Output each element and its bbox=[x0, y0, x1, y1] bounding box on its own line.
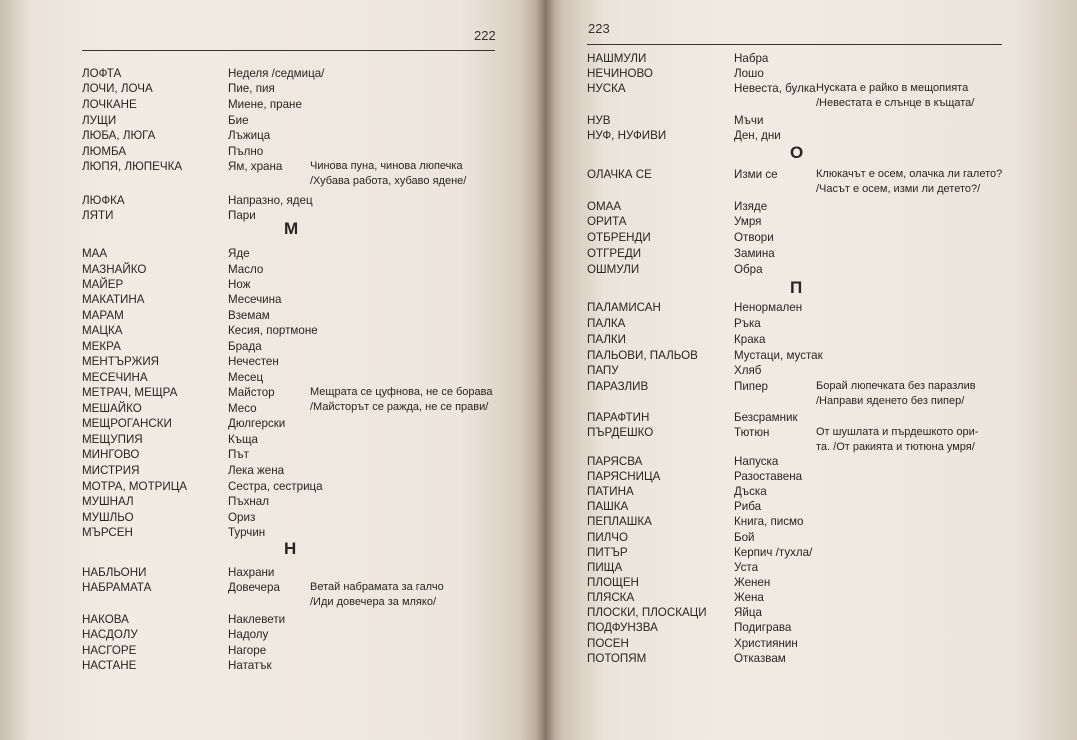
entry-word: МЕЩРОГАНСКИ bbox=[82, 417, 172, 430]
entry-word: ПАПУ bbox=[587, 364, 619, 377]
entry-word: МАЗНАЙКО bbox=[82, 263, 147, 276]
entry-meaning: Напразно, ядец bbox=[228, 194, 313, 207]
example-line: Клюкачът е осем, олачка ли галето? bbox=[816, 168, 1003, 180]
entry-meaning: Разоставена bbox=[734, 470, 803, 483]
entry-meaning: Мъчи bbox=[734, 114, 764, 127]
entry-word: ПАРЯСНИЦА bbox=[587, 470, 661, 483]
entry-meaning: Хляб bbox=[734, 364, 762, 377]
entry-meaning: Риба bbox=[734, 500, 762, 513]
entry-meaning: Кесия, портмоне bbox=[228, 324, 318, 337]
entry-example bbox=[310, 385, 493, 415]
entry-meaning: Невеста, булка bbox=[734, 82, 816, 95]
entry-word: ПАРЯСВА bbox=[587, 455, 643, 468]
entry-word: МЕЩУПИЯ bbox=[82, 433, 143, 446]
entry-meaning: Напуска bbox=[734, 455, 779, 468]
entry-word: МАЦКА bbox=[82, 324, 123, 337]
entry-meaning: Бой bbox=[734, 531, 755, 544]
example-line: /Майсторът се ражда, не се прави/ bbox=[310, 401, 489, 413]
entry-meaning: Женен bbox=[734, 576, 771, 589]
entry-word: ОТГРЕДИ bbox=[587, 247, 642, 260]
entry-meaning: Нечестен bbox=[228, 355, 279, 368]
entry-word: ПАШКА bbox=[587, 500, 629, 513]
example-line: Чинова пуна, чинова люпечка bbox=[310, 160, 463, 172]
entry-meaning: Лъжица bbox=[228, 129, 271, 142]
entry-word: ПАЛЬОВИ, ПАЛЬОВ bbox=[587, 349, 698, 362]
entry-meaning: Нагоре bbox=[228, 644, 267, 657]
entry-word: ПЕПЛАШКА bbox=[587, 515, 652, 528]
entry-meaning: Мустаци, мустак bbox=[734, 349, 823, 362]
entry-word: МЕСЕЧИНА bbox=[82, 371, 148, 384]
entry-meaning: Лека жена bbox=[228, 464, 285, 477]
entry-word: НУФ, НУФИВИ bbox=[587, 129, 667, 142]
entry-word: ЛЯТИ bbox=[82, 209, 114, 222]
entry-meaning: Сестра, сестрица bbox=[228, 480, 323, 493]
example-line: /Иди довечера за мляко/ bbox=[310, 596, 436, 608]
entry-meaning: Набра bbox=[734, 52, 769, 65]
entry-word: ПОСЕН bbox=[587, 637, 629, 650]
entry-word: ЛУЩИ bbox=[82, 114, 117, 127]
example-line: Ветай набрамата за галчо bbox=[310, 581, 444, 593]
entry-word: МЪРСЕН bbox=[82, 526, 133, 539]
page-number: 223 bbox=[588, 21, 610, 36]
entry-meaning: Крака bbox=[734, 333, 766, 346]
example-line: /Хубава работа, хубаво ядене/ bbox=[310, 175, 467, 187]
example-line: та. /От ракията и тютюна умря/ bbox=[816, 441, 975, 453]
entry-meaning: Жена bbox=[734, 591, 764, 604]
entry-word: ПАРАЗЛИВ bbox=[587, 380, 649, 393]
entry-meaning: Изяде bbox=[734, 200, 768, 213]
entry-word: ОШМУЛИ bbox=[587, 263, 640, 276]
entry-word: ПАЛКИ bbox=[587, 333, 627, 346]
entry-word: ПЛОСКИ, ПЛОСКАЦИ bbox=[587, 606, 707, 619]
entry-meaning: Път bbox=[228, 448, 249, 461]
entry-word: ПИЩА bbox=[587, 561, 623, 574]
entry-word: ПЛОЩЕН bbox=[587, 576, 639, 589]
entry-word: ЛОЧКАНЕ bbox=[82, 98, 137, 111]
entry-word: МАРАМ bbox=[82, 309, 124, 322]
example-line: /Невестата е слънце в къщата/ bbox=[816, 97, 975, 109]
book-gutter bbox=[536, 0, 554, 740]
section-letter: М bbox=[284, 219, 299, 238]
example-line: Мещрата се цуфнова, не се борава bbox=[310, 386, 493, 398]
entry-word: МЕКРА bbox=[82, 340, 121, 353]
entry-meaning: Лошо bbox=[734, 67, 764, 80]
right-page bbox=[545, 0, 1077, 740]
entry-meaning: Пипер bbox=[734, 380, 768, 393]
section-letter: П bbox=[790, 278, 803, 297]
entry-word: МУШЛЬО bbox=[82, 511, 134, 524]
entry-word: НЕЧИНОВО bbox=[587, 67, 653, 80]
entry-meaning: Наклевети bbox=[228, 613, 286, 626]
entry-word: НУВ bbox=[587, 114, 611, 127]
entry-meaning: Дюлгерски bbox=[228, 417, 286, 430]
entry-word: ЛЮМБА bbox=[82, 145, 127, 158]
entry-word: ПАЛКА bbox=[587, 317, 626, 330]
example-line: /Часът е осем, изми ли детето?/ bbox=[816, 183, 981, 195]
entry-meaning: Подиграва bbox=[734, 621, 792, 634]
entry-word: ПЪРДЕШКО bbox=[587, 426, 654, 439]
entry-word: НАКОВА bbox=[82, 613, 129, 626]
header-rule bbox=[82, 50, 495, 51]
entry-meaning: Пие, пия bbox=[228, 82, 275, 95]
entry-meaning: Месечина bbox=[228, 293, 282, 306]
entry-word: НУСКА bbox=[587, 82, 626, 95]
entry-example bbox=[310, 159, 466, 189]
entry-meaning: Яйца bbox=[734, 606, 762, 619]
entry-meaning: Ръка bbox=[734, 317, 761, 330]
entry-meaning: Тютюн bbox=[734, 426, 770, 439]
entry-word: МЕНТЪРЖИЯ bbox=[82, 355, 160, 368]
entry-word: ЛЮФКА bbox=[82, 194, 125, 207]
entry-word: НАБЛЬОНИ bbox=[82, 566, 147, 579]
entry-word: МИСТРИЯ bbox=[82, 464, 140, 477]
entry-meaning: Вземам bbox=[228, 309, 270, 322]
header-rule bbox=[587, 44, 1002, 45]
entry-meaning: Замина bbox=[734, 247, 775, 260]
entry-example bbox=[816, 379, 976, 409]
entry-meaning: Нож bbox=[228, 278, 251, 291]
entry-meaning: Брада bbox=[228, 340, 262, 353]
entry-word: НАБРАМАТА bbox=[82, 581, 152, 594]
entry-meaning: Надолу bbox=[228, 628, 269, 641]
entry-word: МУШНАЛ bbox=[82, 495, 134, 508]
entry-meaning: Ден, дни bbox=[734, 129, 781, 142]
entry-meaning: Довечера bbox=[228, 581, 280, 594]
entry-word: МИНГОВО bbox=[82, 448, 140, 461]
entry-word: ПИТЪР bbox=[587, 546, 628, 559]
entry-word: ЛЮБА, ЛЮГА bbox=[82, 129, 156, 142]
entry-meaning: Дъска bbox=[734, 485, 767, 498]
entry-meaning: Месец bbox=[228, 371, 264, 384]
entry-word: ПАРАФТИН bbox=[587, 411, 650, 424]
entry-word: НАСГОРЕ bbox=[82, 644, 137, 657]
entry-meaning: Изми се bbox=[734, 168, 778, 181]
section-letter: Н bbox=[284, 539, 297, 558]
entry-meaning: Ненормален bbox=[734, 301, 803, 314]
entry-word: НАШМУЛИ bbox=[587, 52, 647, 65]
entry-meaning: Нахрани bbox=[228, 566, 275, 579]
entry-meaning: Керпич /тухла/ bbox=[734, 546, 813, 559]
entry-meaning: Отказвам bbox=[734, 652, 786, 665]
section-letter: О bbox=[790, 143, 804, 162]
entry-meaning: Обра bbox=[734, 263, 763, 276]
entry-word: НАСДОЛУ bbox=[82, 628, 138, 641]
entry-meaning: Безсрамник bbox=[734, 411, 798, 424]
entry-meaning: Уста bbox=[734, 561, 759, 574]
entry-word: МАА bbox=[82, 247, 108, 260]
entry-word: ОМАА bbox=[587, 200, 622, 213]
entry-meaning: Неделя /седмица/ bbox=[228, 67, 325, 80]
example-line: Борай люпечката без паразлив bbox=[816, 380, 976, 392]
entry-example bbox=[816, 167, 1002, 197]
entry-meaning: Пари bbox=[228, 209, 256, 222]
entry-meaning: Къща bbox=[228, 433, 258, 446]
entry-example bbox=[816, 425, 978, 455]
entry-meaning: Умря bbox=[734, 215, 762, 228]
entry-word: ПАЛАМИСАН bbox=[587, 301, 661, 314]
entry-word: ОТБРЕНДИ bbox=[587, 231, 651, 244]
entry-word: ПАТИНА bbox=[587, 485, 634, 498]
example-line: /Направи яденето без пипер/ bbox=[816, 395, 965, 407]
entry-meaning: Месо bbox=[228, 402, 257, 415]
entry-meaning: Пъхнал bbox=[228, 495, 269, 508]
entry-example bbox=[816, 81, 974, 111]
entry-example bbox=[310, 580, 444, 610]
entry-meaning: Книга, писмо bbox=[734, 515, 804, 528]
entry-meaning: Майстор bbox=[228, 386, 275, 399]
example-line: От шушлата и пърдешкото ори- bbox=[816, 426, 979, 438]
entry-meaning: Турчин bbox=[228, 526, 266, 539]
entry-word: ПЛЯСКА bbox=[587, 591, 635, 604]
entry-meaning: Християнин bbox=[734, 637, 798, 650]
entry-word: МАКАТИНА bbox=[82, 293, 145, 306]
entry-meaning: Масло bbox=[228, 263, 264, 276]
entry-word: ЛОФТА bbox=[82, 67, 122, 80]
page-number: 222 bbox=[474, 28, 496, 43]
entry-word: ОРИТА bbox=[587, 215, 627, 228]
entry-word: МЕШАЙКО bbox=[82, 402, 142, 415]
entry-word: ПОДФУНЗВА bbox=[587, 621, 658, 634]
entry-meaning: Яде bbox=[228, 247, 250, 260]
example-line: Нуската е райко в мещопията bbox=[816, 82, 969, 94]
entry-word: МАЙЕР bbox=[82, 278, 124, 291]
entry-meaning: Миене, пране bbox=[228, 98, 302, 111]
entry-word: НАСТАНЕ bbox=[82, 659, 137, 672]
entry-meaning: Ям, храна bbox=[228, 160, 283, 173]
entry-word: ОЛАЧКА СЕ bbox=[587, 168, 652, 181]
entry-meaning: Отвори bbox=[734, 231, 774, 244]
entry-meaning: Ориз bbox=[228, 511, 256, 524]
entry-word: МОТРА, МОТРИЦА bbox=[82, 480, 188, 493]
entry-meaning: Пълно bbox=[228, 145, 264, 158]
entry-word: МЕТРАЧ, МЕЩРА bbox=[82, 386, 178, 399]
entry-word: ПИЛЧО bbox=[587, 531, 629, 544]
entry-word: ЛОЧИ, ЛОЧА bbox=[82, 82, 153, 95]
entry-word: ЛЮПЯ, ЛЮПЕЧКА bbox=[82, 160, 183, 173]
entry-meaning: Бие bbox=[228, 114, 249, 127]
entry-word: ПОТОПЯМ bbox=[587, 652, 647, 665]
entry-meaning: Нататък bbox=[228, 659, 272, 672]
